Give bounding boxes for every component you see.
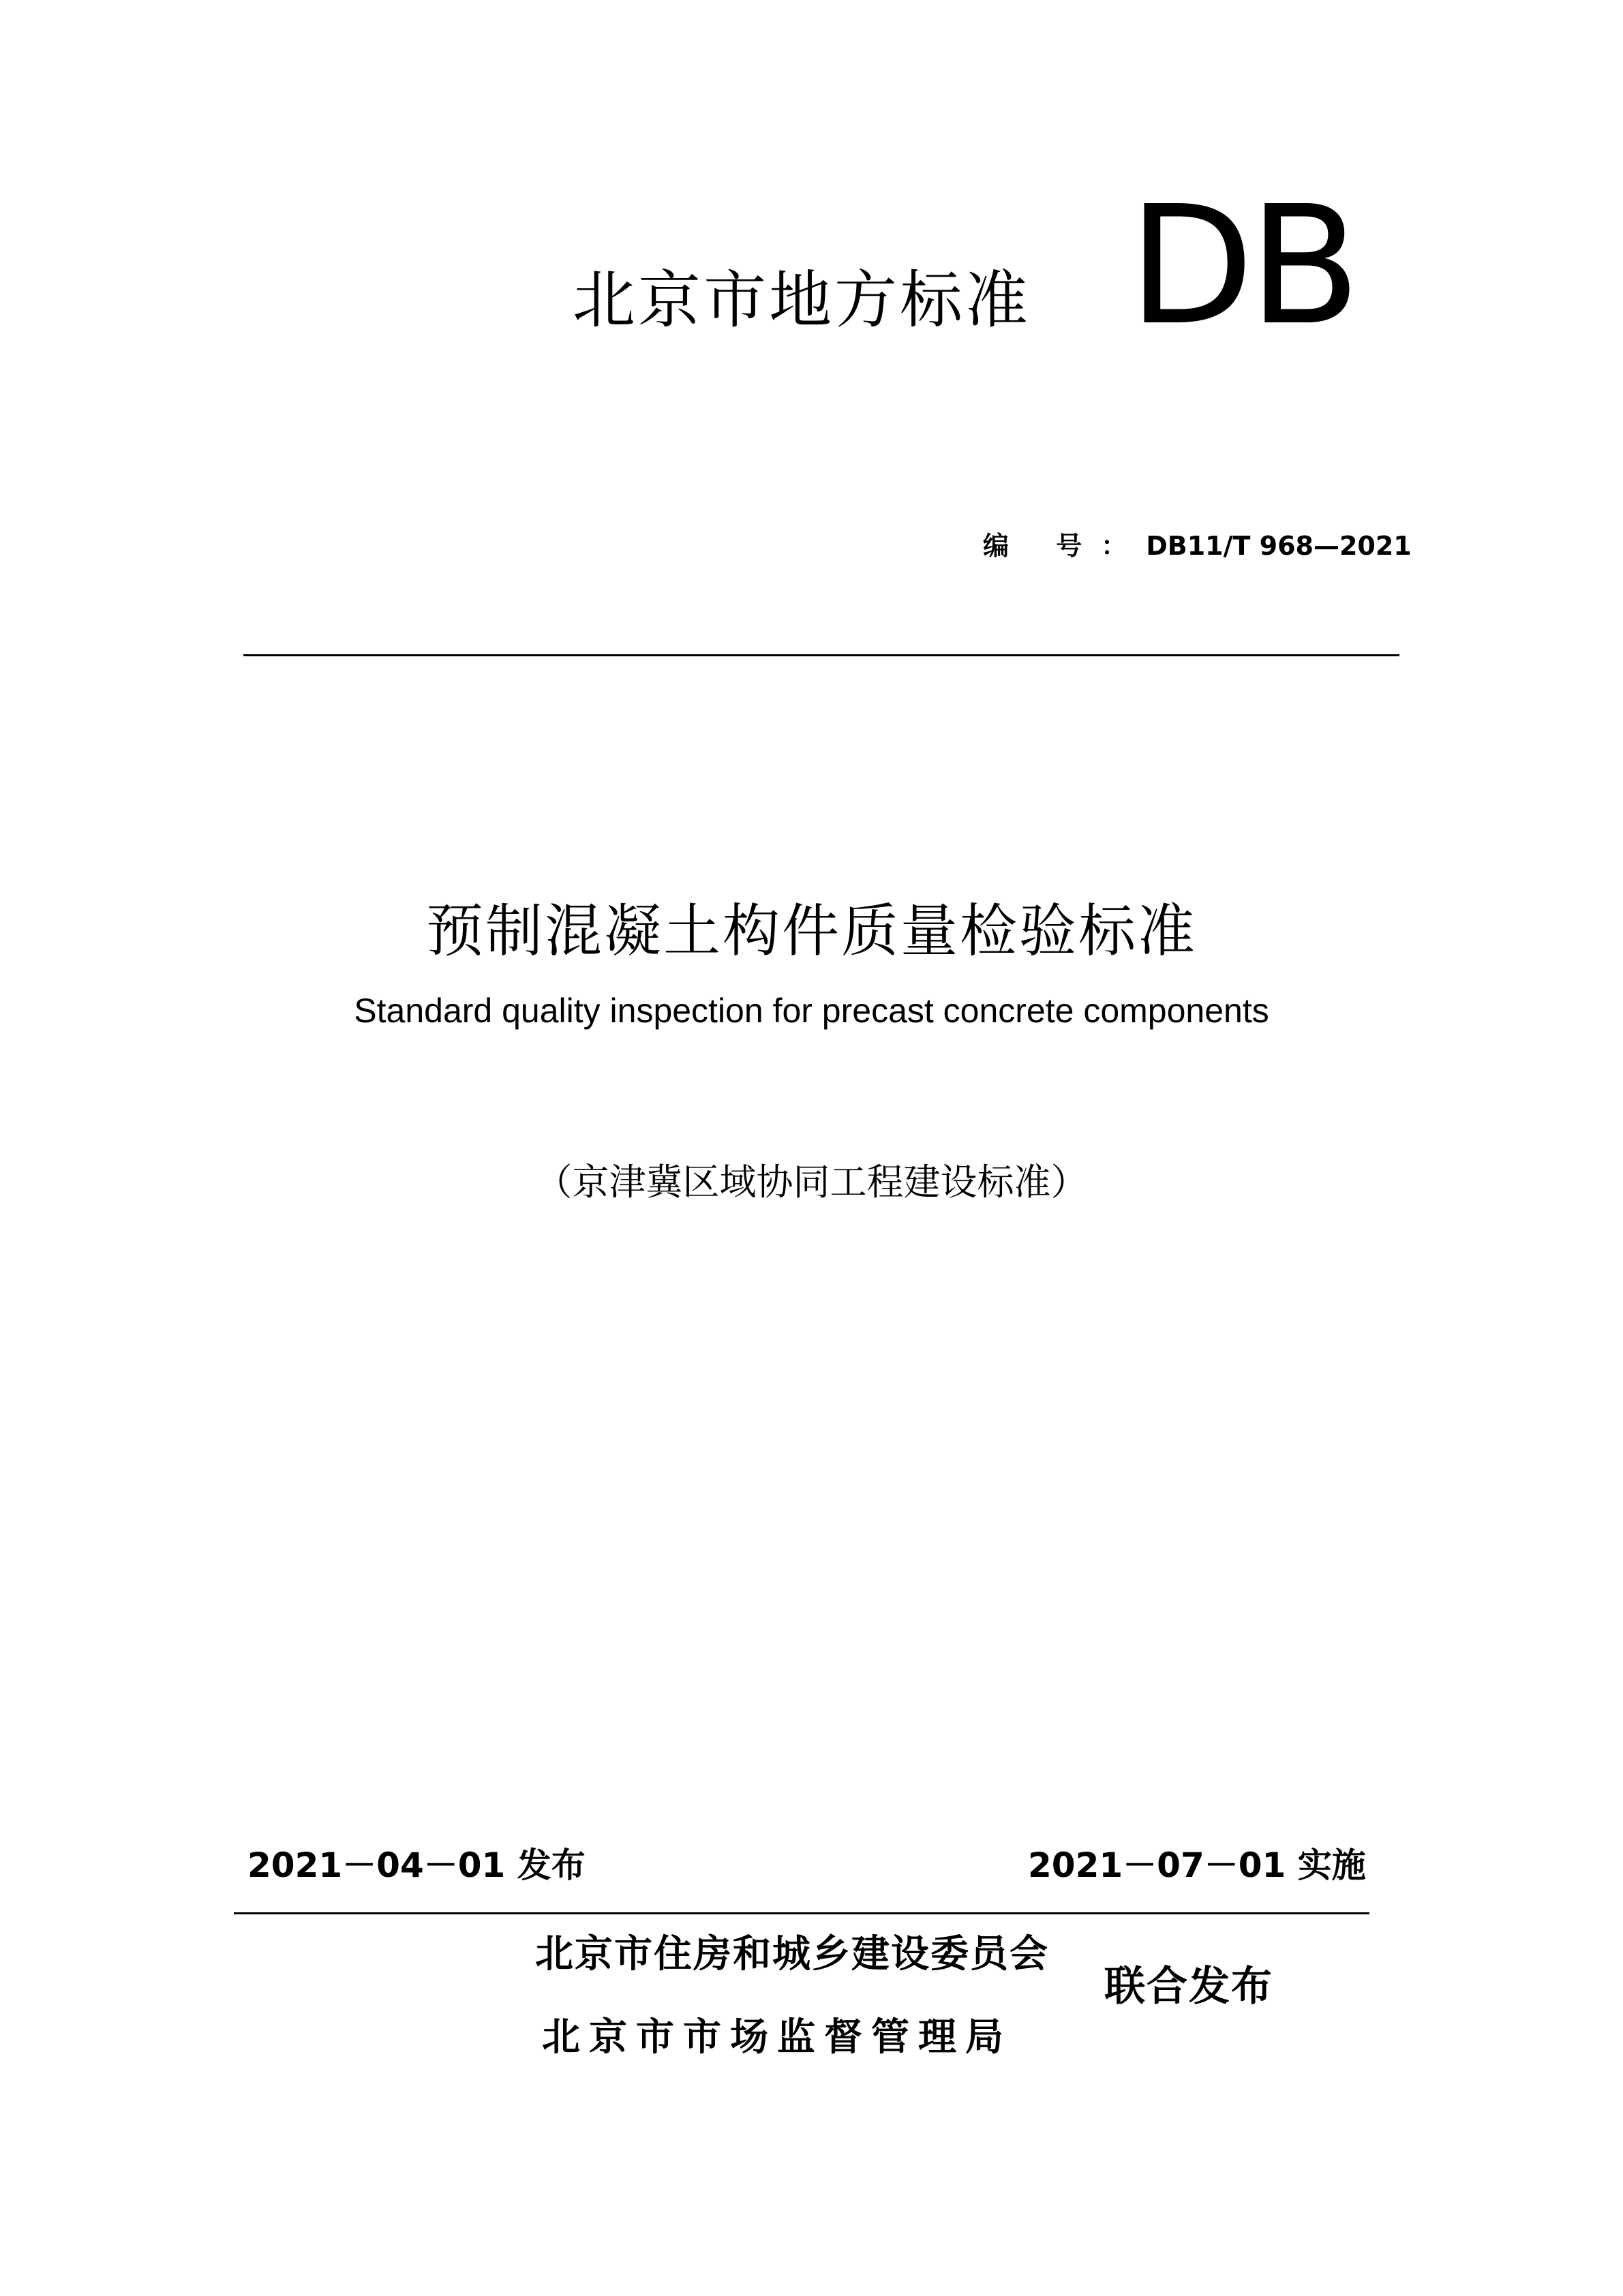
header-title: 北京市地方标准	[573, 264, 1031, 337]
title-chinese: 预制混凝土构件质量检验标准	[425, 898, 1197, 964]
standard-number-value: DB11/T 968—2021	[1146, 531, 1412, 561]
standard-number-label: 编 号：	[983, 531, 1147, 561]
effective-date: 2021－07－01 实施	[1028, 1846, 1366, 1885]
series-note: （京津冀区域协同工程建设标准）	[535, 1161, 1088, 1204]
publish-date: 2021－04－01 发布	[247, 1846, 586, 1885]
standard-number	[983, 533, 1412, 559]
issuer-market-regulation: 北京市市场监督管理局	[542, 2015, 1012, 2060]
top-divider	[243, 654, 1399, 656]
issuer-housing-commission: 北京市住房和城乡建设委员会	[535, 1932, 1049, 1976]
title-english: Standard quality inspection for precast concrete components	[354, 992, 1269, 1030]
joint-publish-label: 联合发布	[1104, 1963, 1273, 2010]
bottom-divider	[234, 1912, 1369, 1914]
db-mark: DB	[1128, 170, 1356, 361]
